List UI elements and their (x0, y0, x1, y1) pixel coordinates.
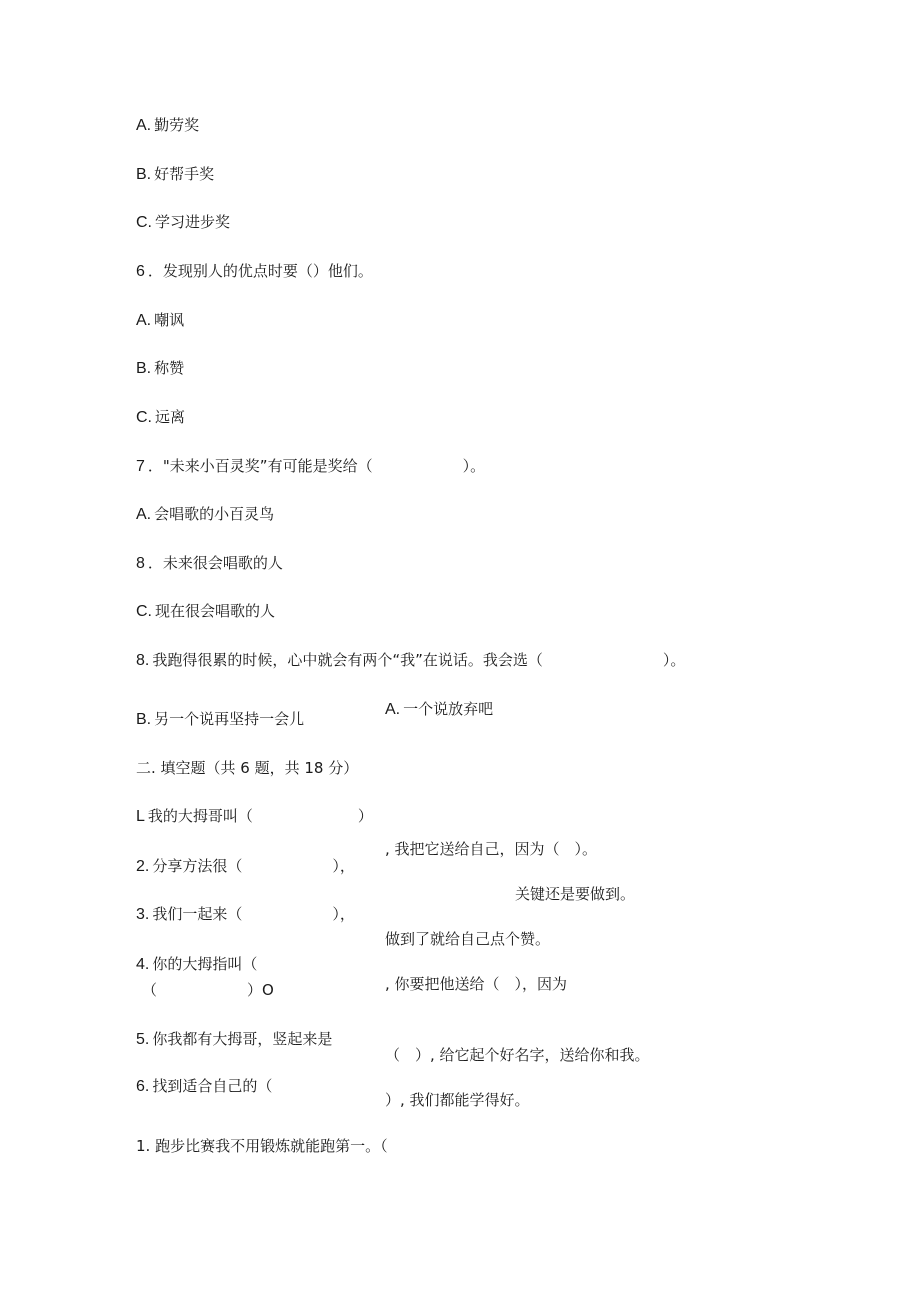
option-a-hardworking-award: A. 勤劳奖 (136, 116, 200, 134)
question-7-option-c: C. 现在很会唱歌的人 (136, 602, 276, 620)
fill-question-6: 6. 找到适合自己的（ (136, 1077, 273, 1095)
question-7: 7 ．"未来小百灵奖”有可能是奖给（ ）。 (136, 457, 486, 475)
fill-question-4-line-2: （ ）O (142, 981, 274, 999)
question-6-option-a: A. 嘲讽 (136, 311, 185, 329)
fill-question-1-continuation: , 我把它送给自己，因为（ ）。 (385, 840, 598, 858)
judgement-question-1: 1. 跑步比赛我不用锻炼就能跑第一。（ (136, 1137, 388, 1155)
question-6: 6 ．发现别人的优点时要（）他们。 (136, 262, 373, 280)
section-fill-in-heading: 二. 填空题（共 6 题，共 18 分） (136, 759, 359, 777)
fill-question-6-continuation: ）, 我们都能学得好。 (385, 1091, 530, 1109)
fill-question-2: 2. 分享方法很（ ）， (136, 857, 355, 875)
question-8: 8. 我跑得很累的时候，心中就会有两个“我”在说话。我会选（ ）。 (136, 651, 686, 669)
fill-question-3-continuation: 做到了就给自己点个赞。 (385, 930, 551, 948)
question-8-option-a: A. 一个说放弃吧 (385, 700, 494, 718)
question-8-option-b: B. 另一个说再坚持一会儿 (136, 710, 305, 728)
fill-question-1: L 我的大拇哥叫（ ） (136, 807, 373, 825)
option-c-study-progress-award: C. 学习进步奖 (136, 213, 231, 231)
fill-question-5-continuation: （ ）, 给它起个好名字，送给你和我。 (385, 1046, 650, 1064)
option-b-good-helper-award: B. 好帮手奖 (136, 165, 215, 183)
question-6-option-c: C. 远离 (136, 408, 186, 426)
question-6-option-b: B. 称赞 (136, 359, 185, 377)
question-7-option-a: A. 会唱歌的小百灵鸟 (136, 505, 275, 523)
fill-question-4-continuation: , 你要把他送给（ ），因为 (385, 975, 568, 993)
fill-question-4: 4. 你的大拇指叫（ (136, 955, 258, 973)
question-7-option-b: 8 ．未来很会唱歌的人 (136, 554, 283, 572)
fill-question-2-continuation: 关键还是要做到。 (515, 885, 636, 903)
fill-question-3: 3. 我们一起来（ ）， (136, 905, 355, 923)
fill-question-5: 5. 你我都有大拇哥，竖起来是 (136, 1030, 333, 1048)
